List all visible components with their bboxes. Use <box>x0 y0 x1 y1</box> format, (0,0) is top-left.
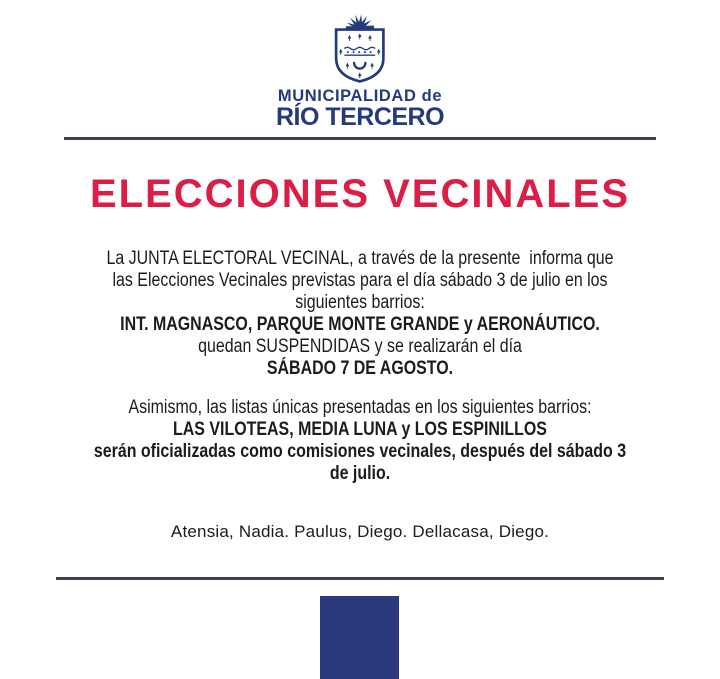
body-line-nueva-fecha: SÁBADO 7 DE AGOSTO. <box>266 357 454 379</box>
paragraph-suspension <box>0 248 720 380</box>
body-line: Asimismo, las listas únicas presentadas en los siguientes barrios: <box>128 396 592 418</box>
header-divider <box>64 137 656 140</box>
body-line-barrios-suspendidos: INT. MAGNASCO, PARQUE MONTE GRANDE y AERONÁUTICO. <box>120 313 600 335</box>
body-line: las Elecciones Vecinales previstas para el día sábado 3 de julio en los <box>112 269 608 291</box>
body-line: serán oficializadas como comisiones vecinales, después del sábado 3 <box>93 440 627 462</box>
body-line: de julio. <box>329 462 391 484</box>
footer-square <box>320 596 399 679</box>
org-name: RÍO TERCERO <box>275 103 445 131</box>
page-title: ELECCIONES VECINALES <box>89 171 631 216</box>
coat-of-arms-logo <box>332 10 388 84</box>
org-prefix: MUNICIPALIDAD de <box>277 87 443 105</box>
body-line: siguientes barrios: <box>295 291 425 313</box>
paragraph-listas-unicas <box>0 397 720 485</box>
body-line: La JUNTA ELECTORAL VECINAL, a través de la presente informa que <box>106 247 614 269</box>
body-line-barrios-oficializados: LAS VILOTEAS, MEDIA LUNA y LOS ESPINILLOS <box>173 418 547 440</box>
signatories: Atensia, Nadia. Paulus, Diego. Dellacasa, Diego. <box>170 521 550 541</box>
footer-divider <box>56 577 664 580</box>
body-line: quedan SUSPENDIDAS y se realizarán el día <box>198 335 522 357</box>
